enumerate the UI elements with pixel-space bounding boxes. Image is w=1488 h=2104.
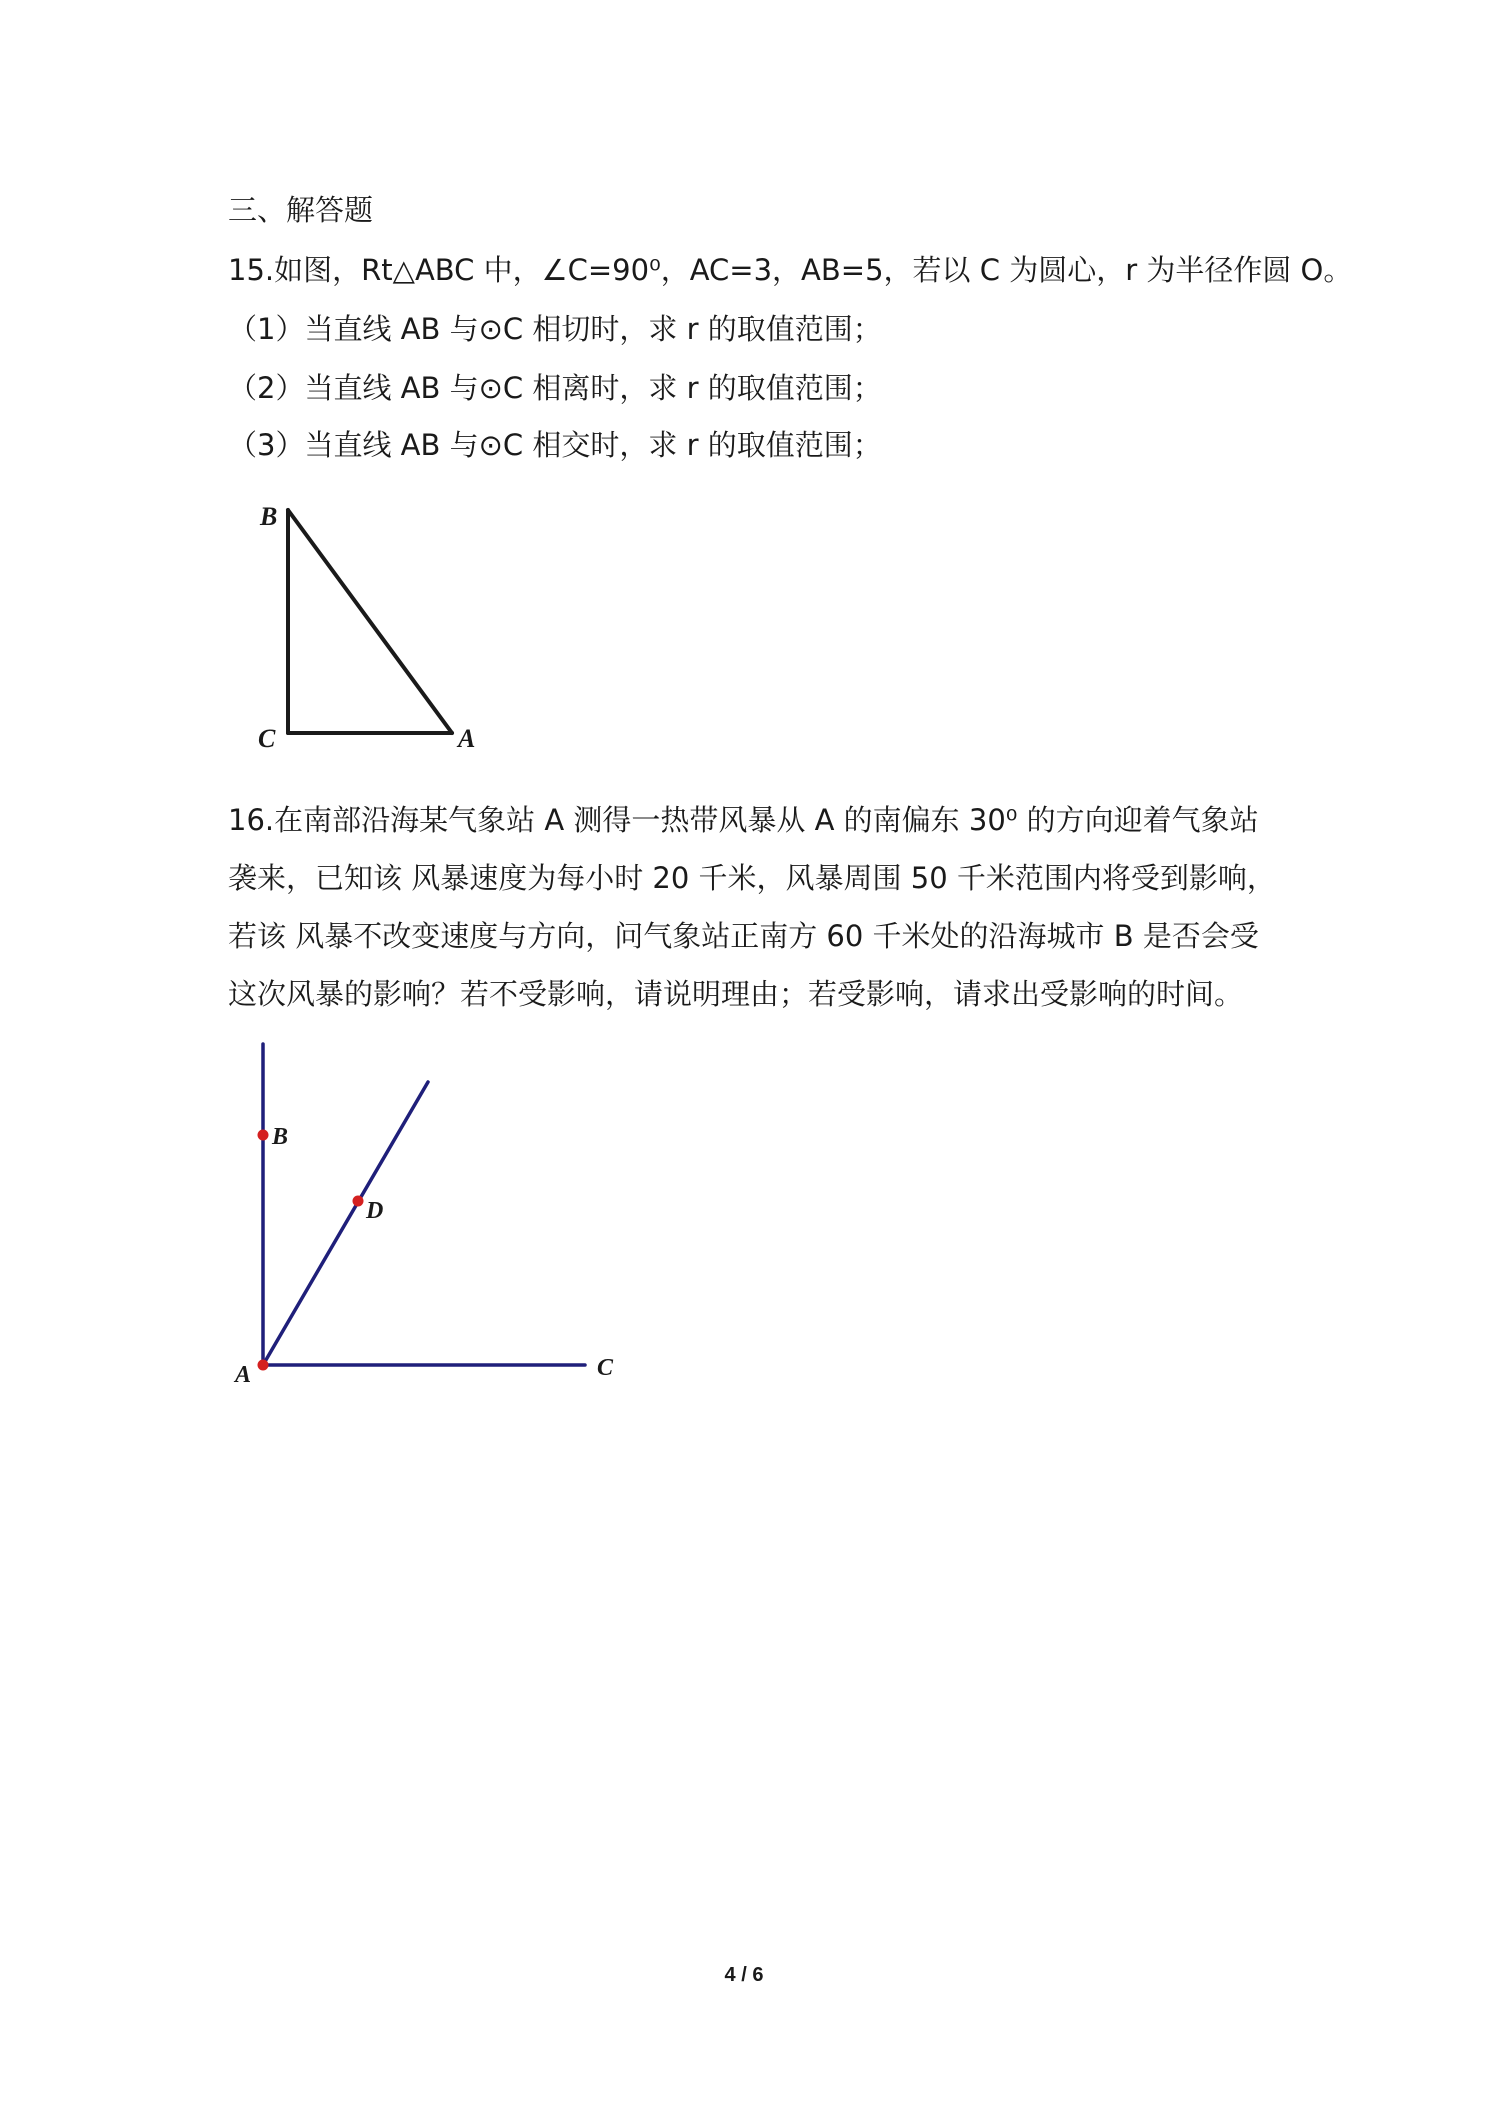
label-c: C — [258, 724, 276, 753]
q15-part-1: （1）当直线 AB 与⊙C 相切时，求 r 的取值范围； — [228, 312, 882, 346]
q16-text — [228, 791, 1276, 1023]
q15-triangle-figure — [250, 495, 490, 755]
label-a: A — [458, 724, 476, 753]
point-a — [258, 1360, 269, 1371]
page-number: 4 / 6 — [724, 1964, 764, 1986]
label-d: D — [366, 1198, 384, 1224]
q15-stem: 15.如图，Rt△ABC 中，∠C=90⁰，AC=3，AB=5，若以 C 为圆心，r 为半径作圆 O。 — [228, 253, 1353, 287]
q16-line-4: 这次风暴的影响？若不受影响，请说明理由；若受影响，请求出受影响的时间。 — [228, 977, 1244, 1011]
label-c: C — [597, 1355, 614, 1381]
label-a: A — [235, 1362, 252, 1388]
label-b: B — [272, 1124, 289, 1150]
label-b: B — [260, 502, 278, 531]
q16-line-2: 袭来，已知该 风暴速度为每小时 20 千米，风暴周围 50 千米范围内将受到影响， — [228, 861, 1276, 895]
side-ab — [288, 510, 452, 733]
point-d — [353, 1196, 364, 1207]
point-b — [258, 1130, 269, 1141]
q15-part-2: （2）当直线 AB 与⊙C 相离时，求 r 的取值范围； — [228, 371, 882, 405]
q16-bearing-figure — [220, 1030, 640, 1390]
q16-line-1: 16.在南部沿海某气象站 A 测得一热带风暴从 A 的南偏东 30⁰ 的方向迎着气象站 — [228, 803, 1259, 837]
section-heading: 三、解答题 — [228, 193, 374, 227]
q16-line-3: 若该 风暴不改变速度与方向，问气象站正南方 60 千米处的沿海城市 B 是否会受 — [228, 919, 1259, 953]
q15-part-3: （3）当直线 AB 与⊙C 相交时，求 r 的取值范围； — [228, 428, 882, 462]
